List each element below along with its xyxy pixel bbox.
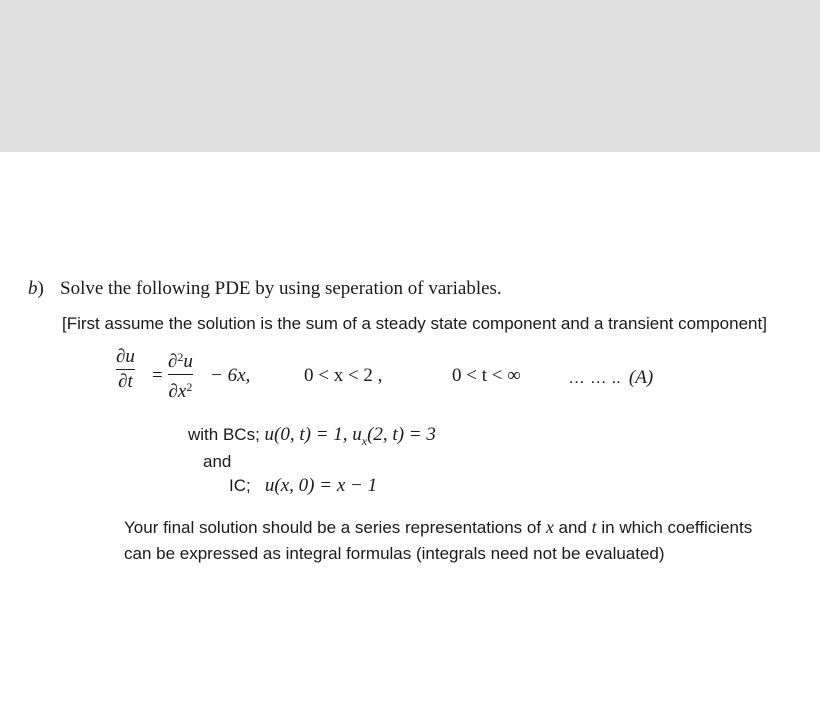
ic-label: IC; — [229, 476, 251, 495]
ic-expression: u(x, 0) = x − 1 — [264, 475, 378, 496]
bc1: u(0, t) = 1, — [264, 424, 348, 445]
fraction-bar — [116, 369, 135, 370]
lhs-denominator: ∂t — [118, 371, 133, 392]
lhs-fraction — [116, 346, 135, 393]
lhs-numerator: ∂u — [116, 346, 135, 367]
top-gray-band — [0, 0, 820, 152]
equation-tag: … … .. (A) — [568, 367, 654, 388]
x-domain: 0 < x < 2 , — [304, 365, 383, 386]
and-text: and — [203, 452, 232, 471]
source-term: − 6x, — [210, 365, 251, 386]
t-domain: 0 < t < ∞ — [452, 365, 521, 386]
bc2: $u_x(2$, t) = 3 — [352, 424, 436, 448]
rhs-numerator: ∂$^2$u — [168, 350, 193, 372]
rhs-denominator: $\partial x^2$ — [168, 380, 193, 402]
final-instructions — [124, 514, 752, 567]
initial-condition — [229, 475, 377, 497]
fraction-bar — [168, 374, 193, 375]
question-label: b) — [28, 278, 44, 299]
question-text: Solve the following PDE by using seperation of variables. — [60, 278, 502, 299]
rhs-fraction — [168, 346, 193, 403]
final-line-1: Your final solution should be a series representations of x and t in which coefficients — [124, 517, 753, 537]
bcs-label: with BCs; — [188, 425, 260, 444]
final-line-2: can be expressed as integral formulas (integrals need not be evaluated) — [124, 544, 665, 563]
instruction-text: [First assume the solution is the sum of a steady state component and a transient component] — [62, 314, 767, 333]
equals-sign: = — [152, 365, 163, 386]
boundary-conditions — [188, 424, 436, 449]
